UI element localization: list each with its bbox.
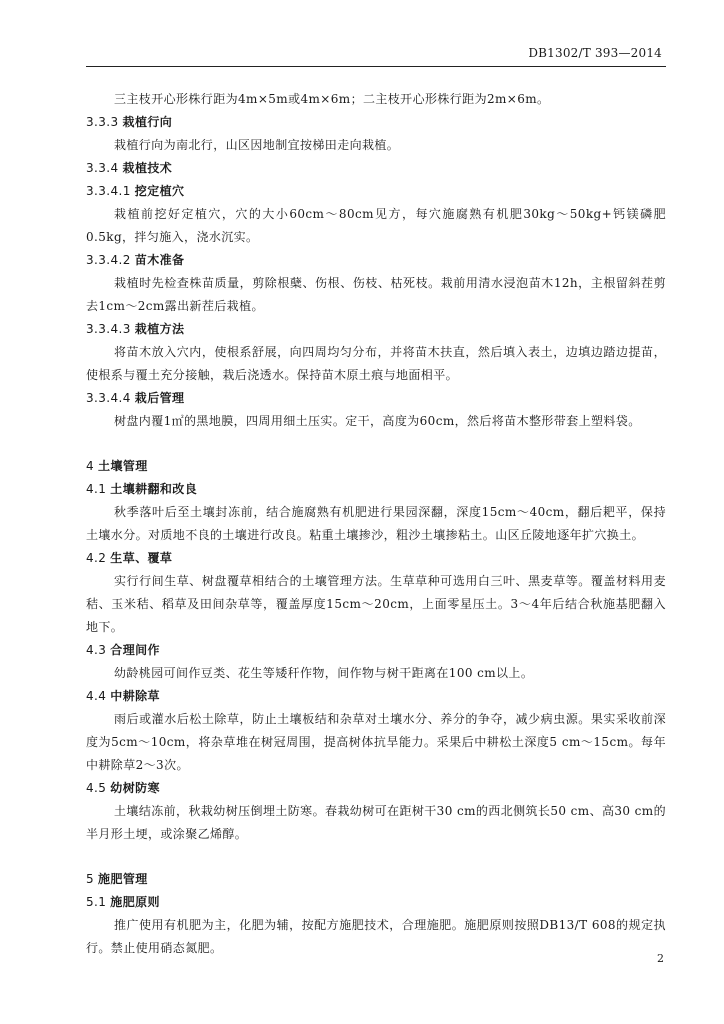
heading-title: 栽植行向 <box>122 115 173 129</box>
heading-title: 苗木准备 <box>134 253 185 267</box>
subsection-heading <box>86 639 666 662</box>
subsection-heading <box>86 478 666 501</box>
heading-number: 3.3.3 <box>86 115 119 129</box>
subsection-heading <box>86 891 666 914</box>
heading-number: 3.3.4.3 <box>86 322 131 336</box>
subsection-heading <box>86 685 666 708</box>
heading-title: 土壤耕翻和改良 <box>110 482 198 496</box>
heading-number: 4.2 <box>86 551 107 565</box>
paragraph: 秋季落叶后至土壤封冻前，结合施腐熟有机肥进行果园深翻，深度15cm～40cm，翻后耙平，保持土壤水分。对质地不良的土壤进行改良。粘重土壤掺沙，粗沙土壤掺粘土。山区丘陵地逐年扩穴换土。 <box>86 505 666 542</box>
heading-number: 5.1 <box>86 895 107 909</box>
heading-number: 4.5 <box>86 781 107 795</box>
paragraph: 栽植行向为南北行，山区因地制宜按梯田走向栽植。 <box>114 138 400 152</box>
heading-number: 3.3.4.2 <box>86 253 131 267</box>
heading-title: 中耕除草 <box>110 689 160 703</box>
section-heading <box>86 455 666 478</box>
heading-number: 4.3 <box>86 643 107 657</box>
document-body <box>86 88 666 960</box>
paragraph: 三主枝开心形株行距为4m×5m或4m×6m；二主枝开心形株行距为2m×6m。 <box>114 92 550 106</box>
paragraph: 土壤结冻前，秋栽幼树压倒埋土防寒。春栽幼树可在距树干30 cm的西北侧筑长50 cm、高30 cm的半月形土埂，或涂聚乙烯醇。 <box>86 804 666 841</box>
heading-title: 施肥管理 <box>98 872 148 886</box>
subsection-heading <box>86 777 666 800</box>
heading-title: 土壤管理 <box>98 459 148 473</box>
heading-number: 3.3.4 <box>86 161 119 175</box>
heading-title: 合理间作 <box>110 643 160 657</box>
paragraph: 雨后或灌水后松土除草，防止土壤板结和杂草对土壤水分、养分的争夺，减少病虫源。果实采收前深度为5cm～10cm，将杂草堆在树冠周围，提高树体抗旱能力。采果后中耕松土深度5 cm～15cm。每年中耕除草2～3次。 <box>86 712 666 772</box>
heading-title: 栽植技术 <box>122 161 173 175</box>
heading-title: 施肥原则 <box>110 895 160 909</box>
subsection-heading <box>86 547 666 570</box>
heading-title: 栽植方法 <box>134 322 185 336</box>
heading-number: 4 <box>86 459 95 473</box>
heading-number: 5 <box>86 872 95 886</box>
subsection-heading <box>86 318 666 341</box>
heading-title: 栽后管理 <box>134 391 185 405</box>
paragraph: 推广使用有机肥为主，化肥为辅，按配方施肥技术，合理施肥。施肥原则按照DB13/T 608的规定执行。禁止使用硝态氮肥。 <box>86 918 666 955</box>
page-number: 2 <box>657 952 664 965</box>
subsection-heading <box>86 249 666 272</box>
paragraph: 将苗木放入穴内，使根系舒展，向四周均匀分布，并将苗木扶直，然后填入表土，边填边踏边提苗，使根系与覆土充分接触，栽后浇透水。保持苗木原土痕与地面相平。 <box>86 345 666 382</box>
subsection-heading <box>86 157 666 180</box>
heading-number: 3.3.4.1 <box>86 184 131 198</box>
heading-number: 4.1 <box>86 482 107 496</box>
paragraph: 幼龄桃园可间作豆类、花生等矮秆作物，间作物与树干距离在100 cm以上。 <box>114 666 534 680</box>
heading-title: 生草、覆草 <box>110 551 173 565</box>
paragraph: 树盘内覆1㎡的黑地膜，四周用细土压实。定干，高度为60cm，然后将苗木整形带套上塑料袋。 <box>114 414 641 428</box>
heading-title: 幼树防寒 <box>110 781 160 795</box>
header-divider <box>86 66 666 67</box>
subsection-heading <box>86 111 666 134</box>
paragraph: 栽植前挖好定植穴，穴的大小60cm～80cm见方，每穴施腐熟有机肥30kg～50kg+钙镁磷肥0.5kg，拌匀施入，浇水沉实。 <box>86 207 666 244</box>
subsection-heading <box>86 180 666 203</box>
section-heading <box>86 868 666 891</box>
heading-title: 挖定植穴 <box>134 184 185 198</box>
subsection-heading <box>86 387 666 410</box>
paragraph: 栽植时先检查株苗质量，剪除根蘖、伤根、伤枝、枯死枝。栽前用清水浸泡苗木12h，主根留斜茬剪去1cm～2cm露出新茬后栽植。 <box>86 276 666 313</box>
paragraph: 实行行间生草、树盘覆草相结合的土壤管理方法。生草草种可选用白三叶、黑麦草等。覆盖材料用麦秸、玉米秸、稻草及田间杂草等，覆盖厚度15cm～20cm，上面零星压土。3～4年后结合秋施基肥翻入地下。 <box>86 574 666 634</box>
standard-code: DB1302/T 393—2014 <box>528 46 662 60</box>
heading-number: 3.3.4.4 <box>86 391 131 405</box>
heading-number: 4.4 <box>86 689 107 703</box>
